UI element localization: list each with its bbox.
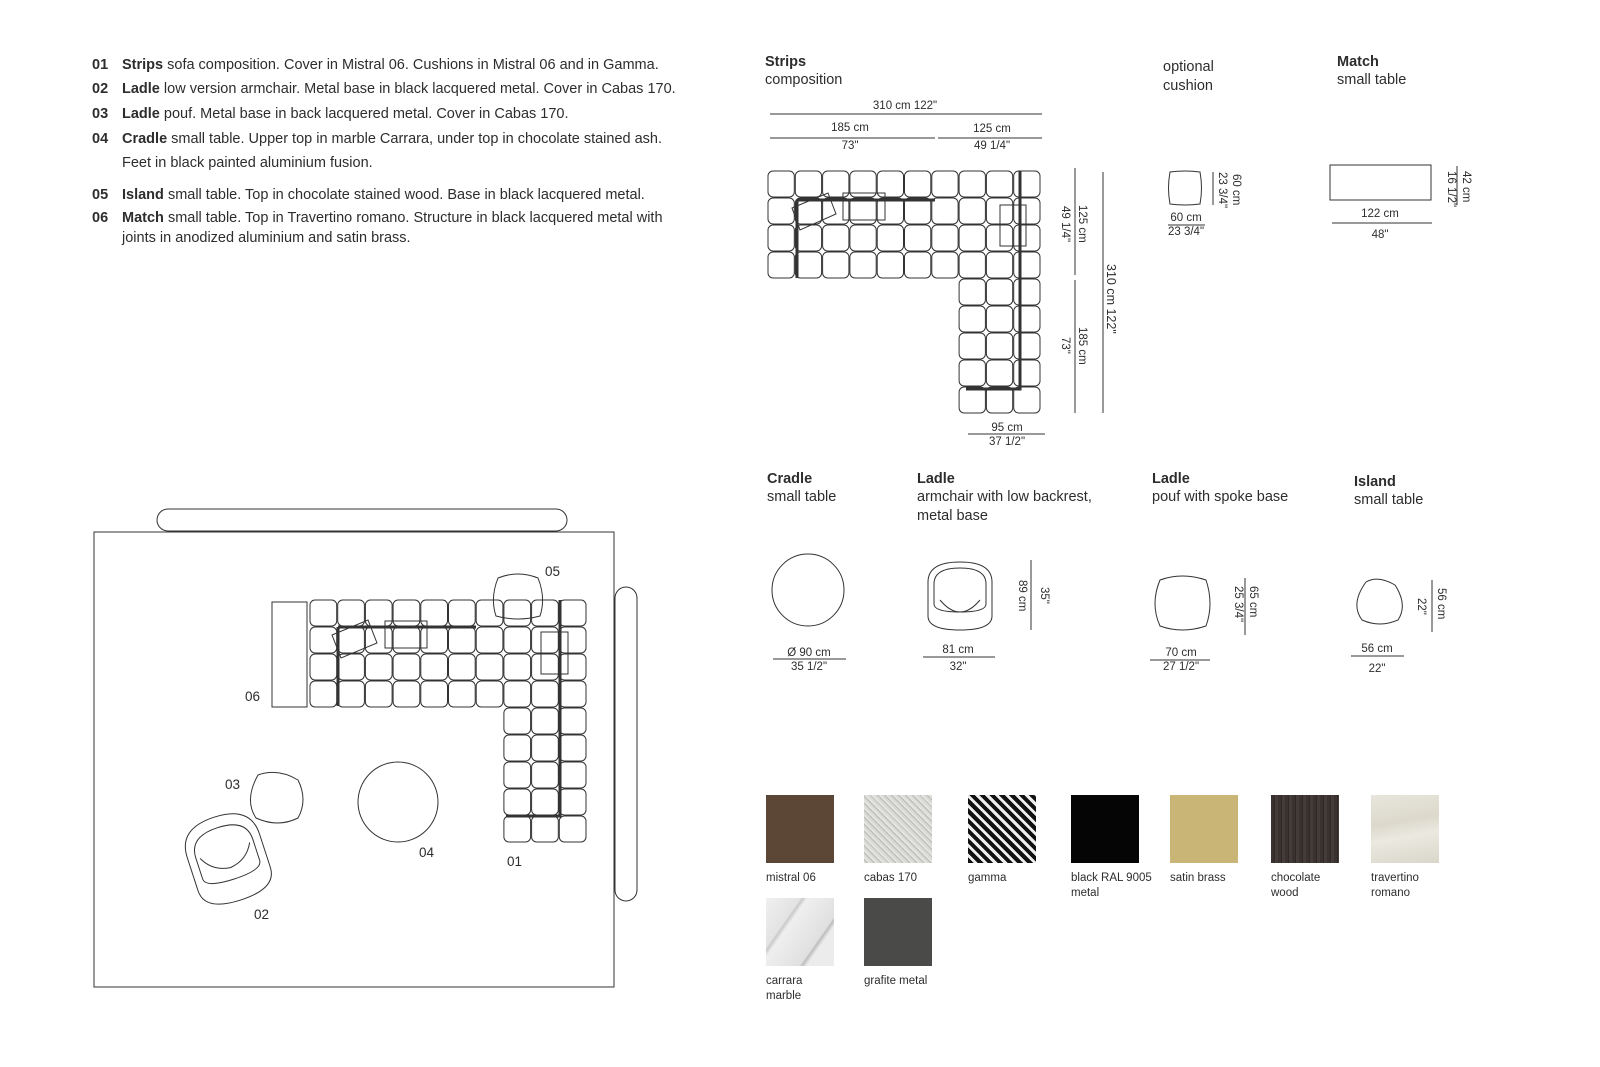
swatch-cabas-170 <box>864 795 932 863</box>
sofa-module <box>986 279 1012 305</box>
optional-cushion-drawing <box>1169 171 1202 205</box>
sofa-module <box>905 252 931 278</box>
cradle-title-block <box>767 470 836 507</box>
sofa-module <box>986 252 1012 278</box>
swatch-label-cabas-170: cabas 170 <box>864 872 918 884</box>
match-title-block <box>1337 53 1406 90</box>
match-height-in: 16 1/2" <box>1445 171 1457 208</box>
island-height-cm: 56 cm <box>1435 588 1447 620</box>
ladle-chair-title-block <box>917 470 1092 526</box>
sofa-module <box>959 252 985 278</box>
sofa-module <box>850 225 876 251</box>
strips-subtitle: composition <box>765 72 843 88</box>
sofa-module <box>959 387 985 413</box>
strips-width1-in: 73" <box>841 140 859 152</box>
sofa-module <box>959 279 985 305</box>
swatch-mistral-06 <box>766 795 834 863</box>
sofa-module <box>986 387 1012 413</box>
sofa-module <box>1014 171 1040 197</box>
match-table-drawing <box>1330 165 1431 200</box>
plan-label-04: 04 <box>419 845 435 860</box>
island-width-cm: 56 cm <box>1361 643 1393 655</box>
ladle-chair-width-cm: 81 cm <box>942 644 974 656</box>
strips-width1-cm: 185 cm <box>831 122 869 134</box>
plan-label-01: 01 <box>507 854 523 869</box>
island-title-block <box>1354 473 1423 510</box>
sofa-module <box>986 171 1012 197</box>
ladle-chair-title: Ladle <box>917 471 955 487</box>
plan-label-05: 05 <box>545 564 561 579</box>
cushion-title: optional <box>1163 59 1214 75</box>
plan-label-06: 06 <box>245 689 261 704</box>
cushion-height-in: 23 3/4" <box>1216 172 1228 209</box>
sofa-module <box>932 252 958 278</box>
ladle-pouf-subtitle: pouf with spoke base <box>1152 489 1289 505</box>
sofa-module <box>795 252 821 278</box>
ladle-pouf-title-block <box>1152 470 1288 507</box>
swatch-gamma <box>968 795 1036 863</box>
ladle-chair-height-cm: 89 cm <box>1016 580 1028 612</box>
cradle-title: Cradle <box>767 471 813 487</box>
island-width-in: 22" <box>1368 663 1386 675</box>
ladle-chair-height-in: 35" <box>1038 587 1050 604</box>
sofa-module <box>959 198 985 224</box>
cradle-width-cm: Ø 90 cm <box>787 647 831 659</box>
sofa-module <box>959 360 985 386</box>
match-width-cm: 122 cm <box>1361 208 1399 220</box>
sofa-module <box>959 225 985 251</box>
sofa-module <box>932 171 958 197</box>
item-04: 04 Cradle small table. Upper top in marble Carrara, under top in chocolate stained ash. Feet in black painted aluminium fusion. <box>92 131 663 171</box>
island-table-drawing <box>1357 579 1402 624</box>
ladle-pouf-width-cm: 70 cm <box>1165 647 1197 659</box>
sofa-module <box>905 225 931 251</box>
cushion-height-cm: 60 cm <box>1230 174 1242 206</box>
ladle-pouf-width-in: 27 1/2" <box>1162 661 1200 673</box>
sofa-module <box>959 306 985 332</box>
item-02: 02 Ladle low version armchair. Metal base in black lacquered metal. Cover in Cabas 170. <box>92 81 676 97</box>
cushion-title-block <box>1163 58 1214 96</box>
sofa-module <box>1014 333 1040 359</box>
swatch-travertino-romano <box>1371 795 1439 863</box>
sofa-module <box>768 198 794 224</box>
ladle-pouf-height-cm: 65 cm <box>1247 586 1259 618</box>
sofa-module <box>905 198 931 224</box>
sofa-module <box>986 333 1012 359</box>
item-06: 06 Match small table. Top in Travertino romano. Structure in black lacquered metal with joints in anodized aluminium and satin brass. <box>92 210 663 246</box>
sofa-module <box>768 225 794 251</box>
sofa-elevation <box>768 171 1040 413</box>
ladle-chair-subtitle-1: armchair with low backrest, <box>917 489 1092 505</box>
ladle-chair-width-in: 32" <box>949 661 967 673</box>
swatch-black-ral-9005 <box>1071 795 1139 863</box>
strips-height1-cm: 125 cm <box>1076 205 1088 243</box>
ladle-pouf-height-in: 25 3/4" <box>1232 586 1244 623</box>
island-subtitle: small table <box>1354 492 1424 508</box>
ladle-pouf-drawing <box>1155 576 1210 630</box>
swatch-satin-brass <box>1170 795 1238 863</box>
cushion-width-cm: 60 cm <box>1170 212 1202 224</box>
cradle-subtitle: small table <box>767 489 837 505</box>
strips-height1-in: 49 1/4" <box>1059 206 1071 243</box>
cradle-table-drawing <box>772 554 844 626</box>
sofa-module <box>1014 387 1040 413</box>
plan-label-02: 02 <box>254 907 270 922</box>
sofa-module <box>823 225 849 251</box>
sofa-module <box>1014 252 1040 278</box>
island-title: Island <box>1354 474 1396 490</box>
sofa-module <box>850 252 876 278</box>
match-title: Match <box>1337 54 1379 70</box>
sofa-module <box>823 252 849 278</box>
swatch-label-mistral-06: mistral 06 <box>766 872 816 884</box>
strips-width2-in: 49 1/4" <box>973 140 1011 152</box>
sofa-module <box>795 198 821 224</box>
strips-total-width: 310 cm 122" <box>872 100 938 112</box>
sofa-module <box>905 171 931 197</box>
swatch-label-travertino-romano: travertino romano <box>1371 872 1419 899</box>
swatch-carrara-marble <box>766 898 834 966</box>
cradle-width-in: 35 1/2" <box>790 661 828 673</box>
item-05: 05 Island small table. Top in chocolate stained wood. Base in black lacquered metal. <box>92 187 645 203</box>
sofa-module <box>986 306 1012 332</box>
match-subtitle: small table <box>1337 72 1407 88</box>
item-01: 01 Strips sofa composition. Cover in Mistral 06. Cushions in Mistral 06 and in Gamma. <box>92 57 659 73</box>
strips-bottom-in: 37 1/2" <box>988 436 1026 448</box>
sofa-module <box>959 333 985 359</box>
strips-title: Strips <box>765 54 807 70</box>
sofa-module <box>986 360 1012 386</box>
ladle-chair-subtitle-2: metal base <box>917 508 988 524</box>
swatch-label-chocolate-wood: chocolate wood <box>1271 872 1321 899</box>
ladle-armchair-drawing <box>928 562 992 630</box>
sofa-backrest-line <box>797 200 935 278</box>
item-03: 03 Ladle pouf. Metal base in back lacquered metal. Cover in Cabas 170. <box>92 106 569 122</box>
swatch-grafite-metal <box>864 898 932 966</box>
cushion-subtitle: cushion <box>1163 78 1213 94</box>
island-height-in: 22" <box>1415 598 1427 615</box>
cushion-width-in: 23 3/4" <box>1167 226 1205 238</box>
swatch-label-gamma: gamma <box>968 872 1007 884</box>
sofa-module <box>1014 360 1040 386</box>
sofa-module <box>795 171 821 197</box>
swatch-label-carrara-marble: carrara marble <box>766 975 803 1002</box>
swatch-label-black-ral-9005: black RAL 9005 metal <box>1071 872 1152 899</box>
sofa-module <box>932 198 958 224</box>
plan-label-03: 03 <box>225 777 241 792</box>
sofa-module <box>932 225 958 251</box>
ladle-pouf-title: Ladle <box>1152 471 1190 487</box>
sofa-module <box>1014 198 1040 224</box>
strips-height2-in: 73" <box>1059 337 1071 354</box>
match-height-cm: 42 cm <box>1460 171 1472 203</box>
sofa-module <box>1014 225 1040 251</box>
swatch-chocolate-wood <box>1271 795 1339 863</box>
strips-height2-cm: 185 cm <box>1076 327 1088 365</box>
strips-bottom-cm: 95 cm <box>991 422 1023 434</box>
sofa-module <box>877 252 903 278</box>
sofa-module <box>1014 306 1040 332</box>
sofa-module <box>768 171 794 197</box>
match-width-in: 48" <box>1371 229 1389 241</box>
swatch-label-grafite-metal: grafite metal <box>864 975 928 987</box>
sofa-module <box>877 225 903 251</box>
sofa-module <box>959 171 985 197</box>
sofa-module <box>768 252 794 278</box>
sofa-module <box>1014 279 1040 305</box>
strips-total-height: 310 cm 122" <box>1104 264 1118 334</box>
strips-width2-cm: 125 cm <box>973 123 1011 135</box>
swatch-label-satin-brass: satin brass <box>1170 872 1226 884</box>
